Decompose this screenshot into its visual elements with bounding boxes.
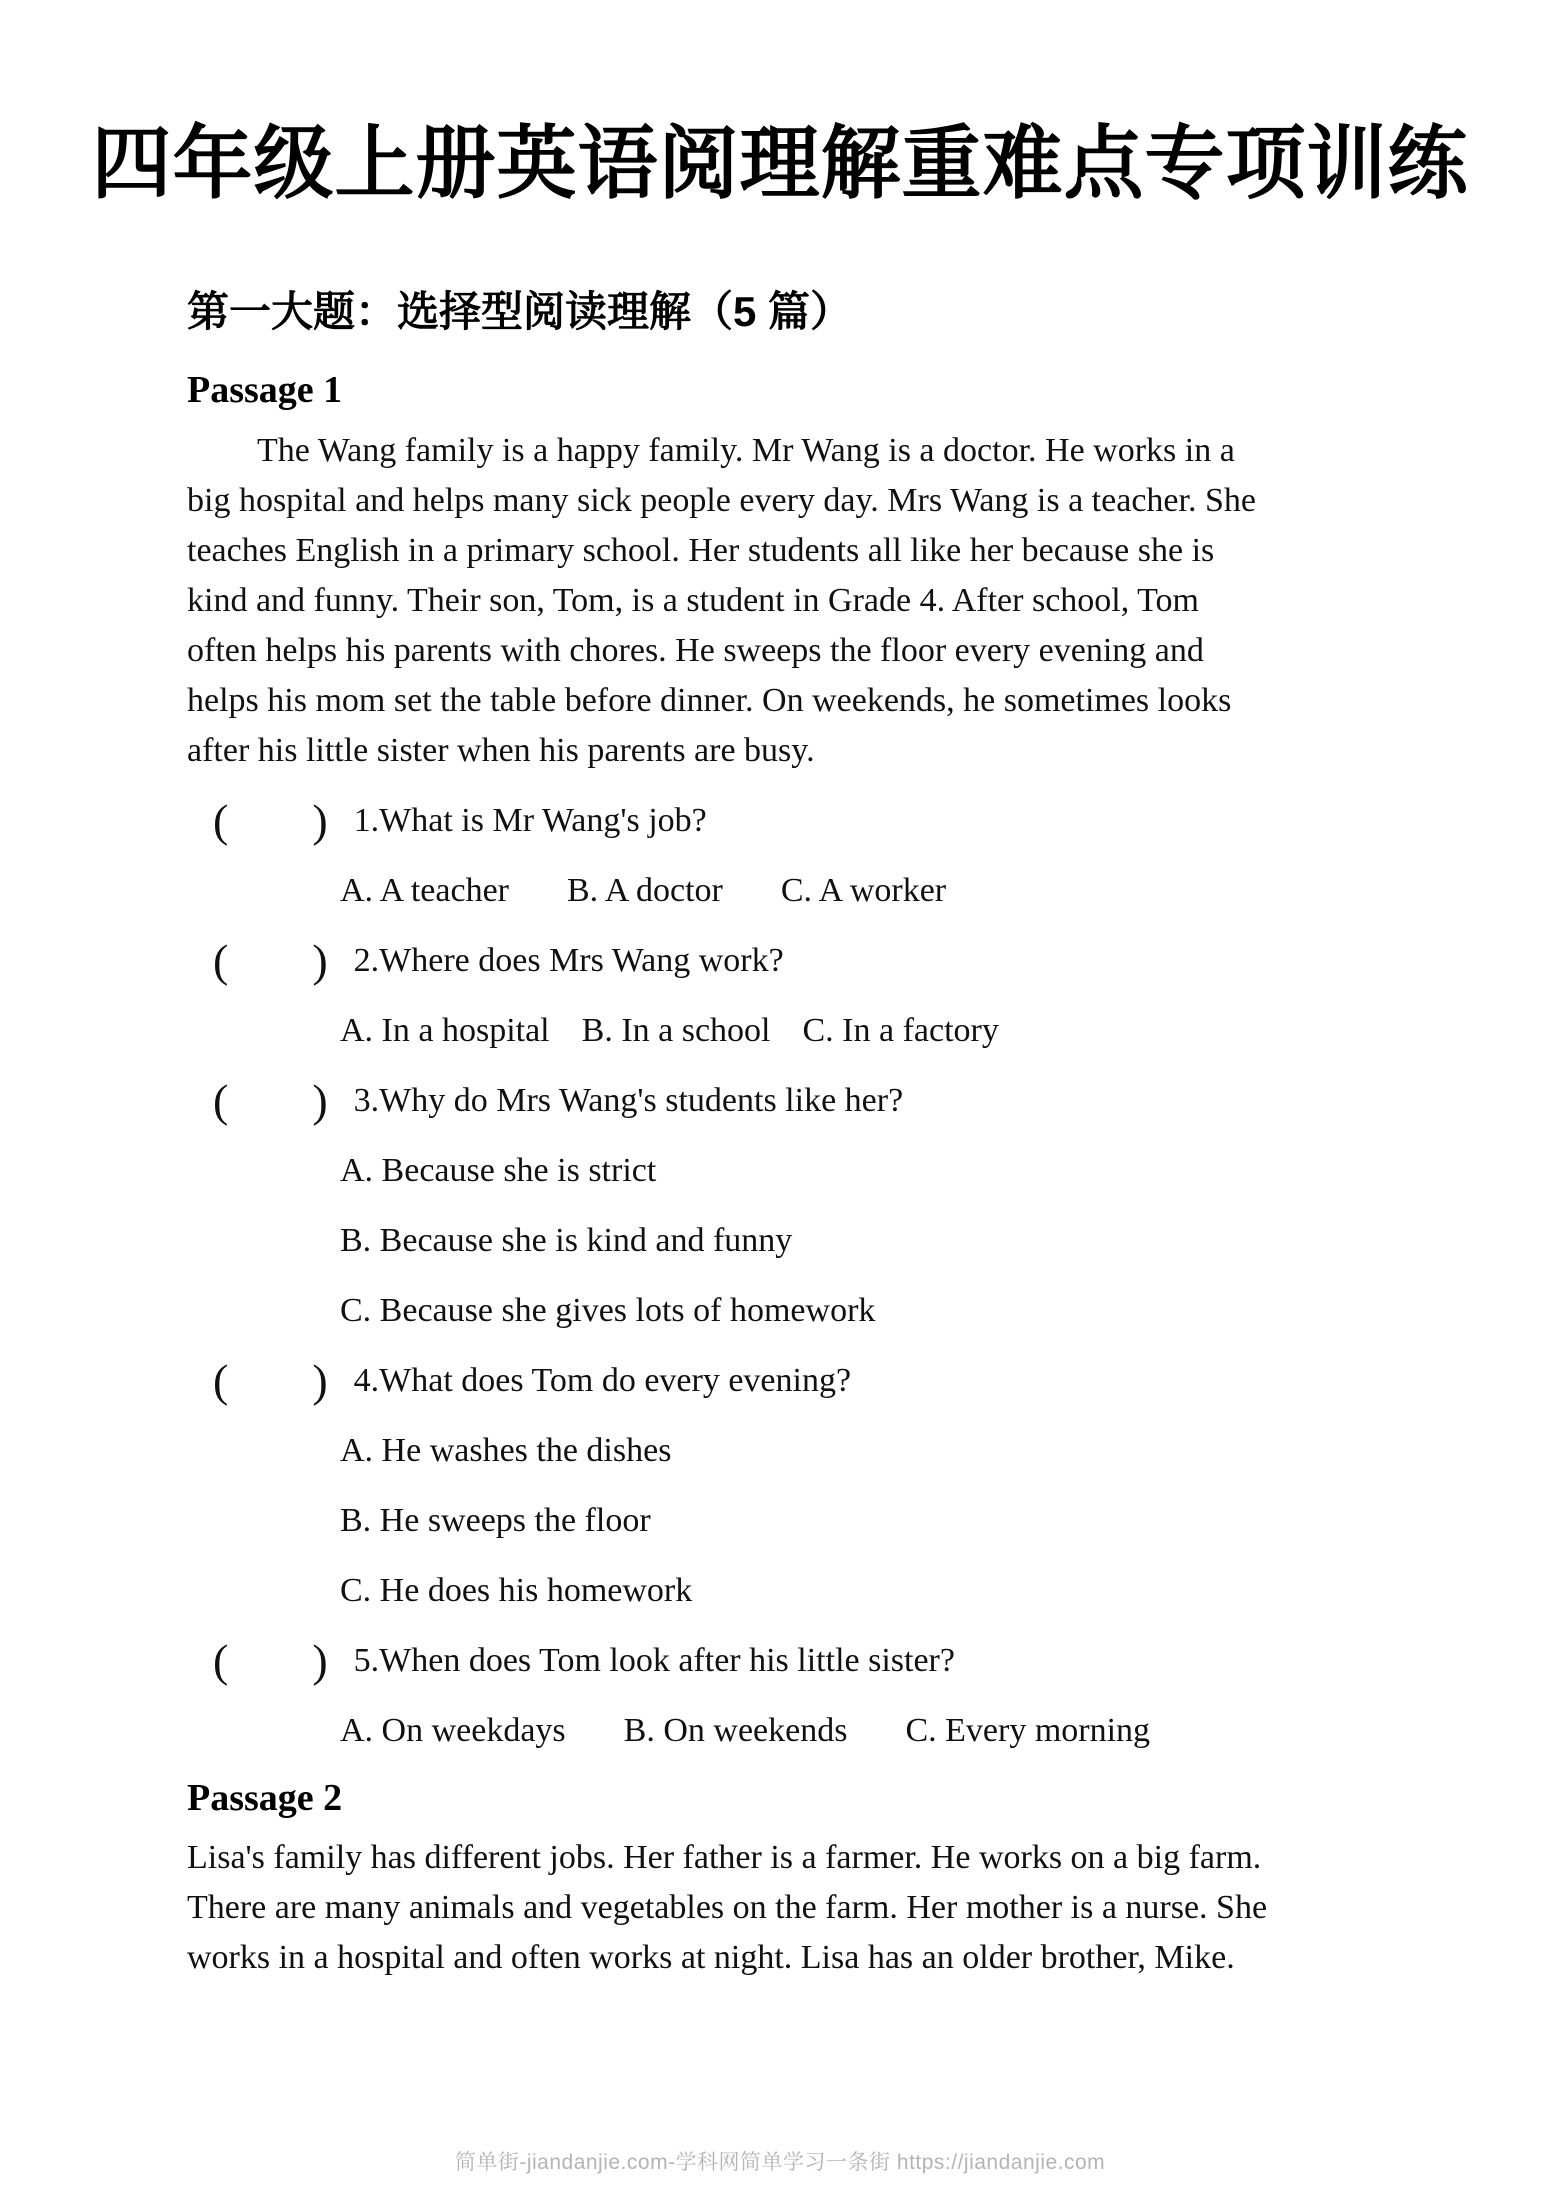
passage-line: The Wang family is a happy family. Mr Wang is a doctor. He works in a [257,431,1235,469]
question-2-options [187,996,1560,1066]
question-1-option-c: C. A worker [780,871,947,909]
passage-2-label: Passage 2 [187,1776,343,1819]
passage-line: works in a hospital and often works at night. Lisa has an older brother, Mike. [187,1939,1235,1977]
passage-line: big hospital and helps many sick people every day. Mrs Wang is a teacher. She [187,481,1256,519]
passage-line: kind and funny. Their son, Tom, is a student in Grade 4. After school, Tom [187,581,1199,619]
question-4 [187,1346,1560,1416]
passage-line: There are many animals and vegetables on the farm. Her mother is a nurse. She [187,1889,1268,1927]
passage-line: teaches English in a primary school. Her students all like her because she is [187,531,1215,569]
question-2 [187,926,1560,996]
question-5-text: 5.When does Tom look after his little sister? [353,1641,955,1679]
question-4-text: 4.What does Tom do every evening? [353,1361,852,1399]
question-1-option-a: A. A teacher [340,871,509,909]
answer-paren-open: ( [213,1074,229,1126]
question-5-options [187,1696,1560,1766]
passage-1-text [187,426,1440,776]
answer-paren-close: ) [312,1634,328,1686]
questions-section [187,786,1560,1766]
question-2-option-a: A. In a hospital [340,1011,550,1049]
answer-paren-close: ) [312,1354,328,1406]
section-heading: 第一大题：选择型阅读理解（5 篇） [187,288,853,335]
answer-paren-open: ( [213,1354,229,1406]
question-2-option-b: B. In a school [581,1011,771,1049]
question-2-option-c: C. In a factory [802,1011,999,1049]
passage-line: helps his mom set the table before dinner. On weekends, he sometimes looks [187,681,1232,719]
page-title: 四年级上册英语阅理解重难点专项训练 [91,119,1469,208]
question-2-text: 2.Where does Mrs Wang work? [353,941,784,979]
passage-line: after his little sister when his parents are busy. [187,731,815,769]
question-1 [187,786,1560,856]
question-1-options [187,856,1560,926]
answer-paren-close: ) [312,1074,328,1126]
question-5-option-a: A. On weekdays [340,1711,566,1749]
question-3-option-a: A. Because she is strict [340,1151,657,1189]
answer-paren-close: ) [312,934,328,986]
question-3-option-b: B. Because she is kind and funny [340,1221,793,1259]
answer-paren-open: ( [213,1634,229,1686]
question-4-option-b: B. He sweeps the floor [340,1501,651,1539]
page-footer: 简单街-jiandanjie.com-学科网简单学习一条街 https://jiandanjie.com [454,2151,1106,2174]
question-5-option-c: C. Every morning [905,1711,1151,1749]
question-3-option-c: C. Because she gives lots of homework [340,1291,876,1329]
question-3-text: 3.Why do Mrs Wang's students like her? [353,1081,904,1119]
passage-line: Lisa's family has different jobs. Her father is a farmer. He works on a big farm. [187,1839,1262,1877]
passage-1-label: Passage 1 [187,369,343,412]
answer-paren-close: ) [312,794,328,846]
question-5-option-b: B. On weekends [623,1711,848,1749]
question-1-option-b: B. A doctor [567,871,723,909]
passage-2-text [187,1833,1440,1983]
question-1-text: 1.What is Mr Wang's job? [353,801,707,839]
answer-paren-open: ( [213,794,229,846]
question-5 [187,1626,1560,1696]
question-4-option-a: A. He washes the dishes [340,1431,672,1469]
answer-paren-open: ( [213,934,229,986]
question-4-option-c: C. He does his homework [340,1571,693,1609]
question-3 [187,1066,1560,1136]
passage-line: often helps his parents with chores. He sweeps the floor every evening and [187,631,1204,669]
